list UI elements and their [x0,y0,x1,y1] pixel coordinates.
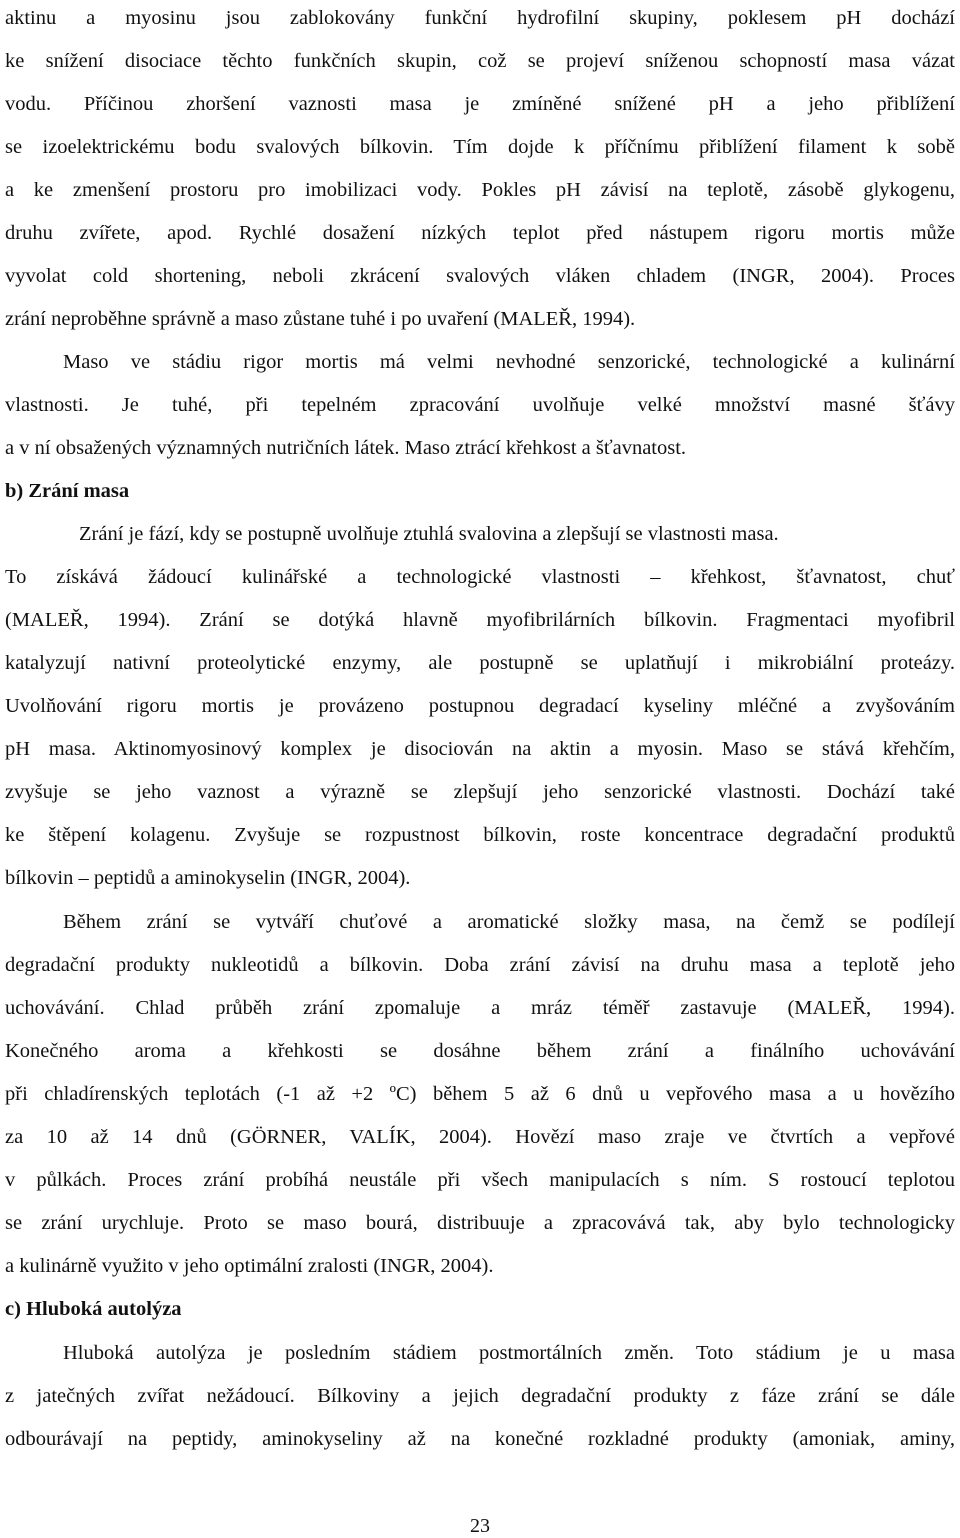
text-line: za 10 až 14 dnů (GÖRNER, VALÍK, 2004). Hovězí maso zraje ve čtvrtích a vepřové [5,1126,955,1148]
text-line: degradační produkty nukleotidů a bílkovin. Doba zrání závisí na druhu masa a teplotě jeho [5,954,955,976]
text-line: v půlkách. Proces zrání probíhá neustále při všech manipulacích s ním. S rostoucí teplotou [5,1169,955,1191]
text-line: zrání neproběhne správně a maso zůstane tuhé i po uvaření (MALEŘ, 1994). [5,308,636,330]
text-line: při chladírenských teplotách (-1 až +2 ºC) během 5 až 6 dnů u vepřového masa a u hovězího [5,1083,955,1105]
text-line: Uvolňování rigoru mortis je provázeno postupnou degradací kyseliny mléčné a zvyšováním [5,695,955,717]
text-line: katalyzují nativní proteolytické enzymy, ale postupně se uplatňují i mikrobiální proteázy. [5,652,955,674]
text-line: Zrání je fází, kdy se postupně uvolňuje ztuhlá svalovina a zlepšují se vlastnosti masa. [79,523,779,545]
text-line: druhu zvířete, apod. Rychlé dosažení nízkých teplot před nástupem rigoru mortis může [5,222,955,244]
text-line: a kulinárně využito v jeho optimální zralosti (INGR, 2004). [5,1255,494,1277]
text-line: se izoelektrickému bodu svalových bílkovin. Tím dojde k příčnímu přiblížení filament k sobě [5,136,955,158]
text-line: Konečného aroma a křehkosti se dosáhne během zrání a finálního uchovávání [5,1040,955,1062]
text-line: ke snížení disociace těchto funkčních skupin, což se projeví sníženou schopností masa vázat [5,50,955,72]
text-line: To získává žádoucí kulinářské a technologické vlastnosti – křehkost, šťavnatost, chuť [5,566,955,588]
text-line: Hluboká autolýza je posledním stádiem postmortálních změn. Toto stádium je u masa [63,1342,955,1364]
text-line: se zrání urychluje. Proto se maso bourá, distribuuje a zpracovává tak, aby bylo technologicky [5,1212,955,1234]
text-line: uchovávání. Chlad průběh zrání zpomaluje a mráz téměř zastavuje (MALEŘ, 1994). [5,997,955,1019]
text-line: ke štěpení kolagenu. Zvyšuje se rozpustnost bílkovin, roste koncentrace degradační produktů [5,824,955,846]
section-heading: b) Zrání masa [5,480,130,502]
text-line: vyvolat cold shortening, neboli zkrácení svalových vláken chladem (INGR, 2004). Proces [5,265,955,287]
page-number: 23 [470,1515,490,1537]
section-heading: c) Hluboká autolýza [5,1298,182,1320]
text-line: aktinu a myosinu jsou zablokovány funkční hydrofilní skupiny, poklesem pH dochází [5,7,955,29]
text-line: Během zrání se vytváří chuťové a aromatické složky masa, na čemž se podílejí [63,911,955,933]
text-line: (MALEŘ, 1994). Zrání se dotýká hlavně myofibrilárních bílkovin. Fragmentaci myofibril [5,609,955,631]
text-line: z jatečných zvířat nežádoucí. Bílkoviny a jejich degradační produkty z fáze zrání se dále [5,1385,955,1407]
text-line: odbourávají na peptidy, aminokyseliny až na konečné rozkladné produkty (amoniak, aminy, [5,1428,955,1450]
text-line: Maso ve stádiu rigor mortis má velmi nevhodné senzorické, technologické a kulinární [63,351,955,373]
text-line: vodu. Příčinou zhoršení vaznosti masa je zmíněné snížené pH a jeho přiblížení [5,93,955,115]
text-line: zvyšuje se jeho vaznost a výrazně se zlepšují jeho senzorické vlastnosti. Dochází také [5,781,955,803]
text-line: pH masa. Aktinomyosinový komplex je disociován na aktin a myosin. Maso se stává křehčím, [5,738,955,760]
text-line: a ke zmenšení prostoru pro imobilizaci vody. Pokles pH závisí na teplotě, zásobě glykogenu, [5,179,955,201]
text-line: bílkovin – peptidů a aminokyselin (INGR, 2004). [5,867,411,889]
text-line: vlastnosti. Je tuhé, při tepelném zpracování uvolňuje velké množství masné šťávy [5,394,955,416]
text-line: a v ní obsažených významných nutričních látek. Maso ztrácí křehkost a šťavnatost. [5,437,687,459]
